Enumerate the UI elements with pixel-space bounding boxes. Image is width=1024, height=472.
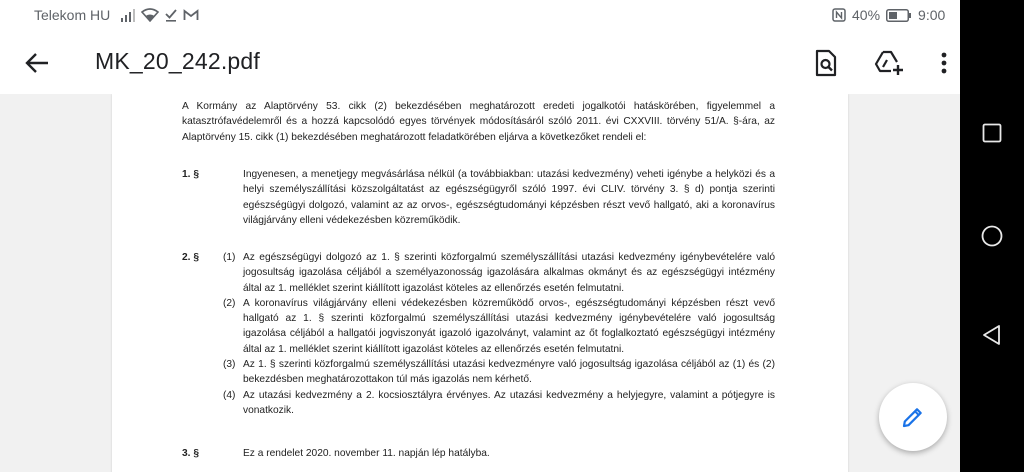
paragraph-text: Az utazási kedvezmény a 2. kocsiosztályra érvényes. Az utazási kedvezmény a helyjegyre, valamint a pótjegyre is vonatkozik. xyxy=(243,389,775,416)
section-number: 2. § xyxy=(182,252,199,263)
nfc-icon xyxy=(832,8,846,22)
section-paragraphs xyxy=(223,250,775,418)
more-vert-icon xyxy=(941,52,947,74)
status-left xyxy=(34,7,199,23)
recents-button[interactable] xyxy=(976,117,1008,149)
pdf-page xyxy=(112,94,848,472)
paragraph-number: (3) xyxy=(223,359,236,371)
status-right xyxy=(832,7,945,23)
paragraph-text: A koronavírus világjárvány elleni védekezésben közreműködő orvos-, egészségtudományi képzésben részt vevő hallgató az 1. § szerinti közforgalmú személyszállítási utazási kedvezmény igénybevételére való jogosultság igazolása céljából a hallgatói jogviszonyát igazoló igazolványt, valamint az őt foglalkoztató egészségügyi intézmény által az 1. melléklet szerint kiállított igazolást köteles az ellenőrzés esetén felmutatni. xyxy=(243,297,775,355)
status-icons xyxy=(120,8,199,22)
search-document-button[interactable] xyxy=(808,45,844,81)
download-done-icon xyxy=(164,8,178,22)
section-text: Ingyenesen, a menetjegy megvásárlása nélkül (a továbbiakban: utazási kedvezmény) veheti igénybe a helyközi és a helyi személyszállítási közszolgáltatást az egészségügyről szóló 1997. évi CLIV. törvény 3. § d) pontja szerinti egészségügyi dolgozó, valamint az az orvos-, egészségtudományi képzésben részt vevő hallgató, aki a koronavírus világjárvány elleni védekezésben közreműködik. xyxy=(243,169,775,226)
paragraph-number: (4) xyxy=(223,389,236,401)
paragraph-2 xyxy=(223,296,775,357)
section-number: 1. § xyxy=(182,169,199,180)
system-back-button[interactable] xyxy=(976,319,1008,351)
status-bar xyxy=(0,0,960,32)
section-number: 3. § xyxy=(182,448,199,459)
app-toolbar xyxy=(0,32,960,94)
paragraph-number: (2) xyxy=(223,297,236,309)
paragraph-number: (1) xyxy=(223,252,236,263)
document-viewport[interactable] xyxy=(0,94,960,472)
more-options-button[interactable] xyxy=(926,45,962,81)
paragraph-text: Az 1. § szerinti közforgalmú személyszállítási utazási kedvezményre való jogosultság igazolása céljából az (1) és (2) bekezdésben meghatározottakon túl más igazolás nem kérhető. xyxy=(243,359,775,386)
search-document-icon xyxy=(814,49,838,77)
battery-icon xyxy=(886,9,912,22)
gmail-icon xyxy=(183,8,199,22)
recents-square-icon xyxy=(982,123,1002,143)
section-text: Ez a rendelet 2020. november 11. napján lép hatályba. xyxy=(243,448,490,459)
signal-icon xyxy=(120,8,136,22)
paragraph-1 xyxy=(223,250,775,296)
battery-percent: 40% xyxy=(852,7,881,23)
paragraph-text: Az egészségügyi dolgozó az 1. § szerinti közforgalmú személyszállítási utazási kedvezmény igénybevételére való jogosultság igazolása céljából a személyazonosság igazolására alkalmas okmányt és az egészségügyi intézmény által az 1. melléklet szerint kiállított igazolást köteles az ellenőrzés esetén felmutatni. xyxy=(243,252,775,294)
paragraph-3 xyxy=(223,357,775,388)
clock-time: 9:00 xyxy=(918,7,946,23)
document-title: MK_20_242.pdf xyxy=(95,48,261,74)
add-to-drive-button[interactable] xyxy=(871,45,907,81)
paragraph-4 xyxy=(223,388,775,419)
back-triangle-icon xyxy=(982,324,1002,346)
back-button[interactable] xyxy=(20,46,54,80)
wifi-icon xyxy=(141,8,159,22)
preamble-text: A Kormány az Alaptörvény 53. cikk (2) bekezdésében meghatározott eredeti jogalkotói hatáskörében, figyelemmel a katasztrófavédelemről és a hozzá kapcsolódó egyes törvények módosításáról szóló 2011. évi CXXVIII. törvény 51/A. §-ára, az Alaptörvény 15. cikk (1) bekezdésében meghatározott feladatkörében eljárva a következőket rendeli el: xyxy=(182,101,775,143)
home-circle-icon xyxy=(981,225,1003,247)
home-button[interactable] xyxy=(976,220,1008,252)
carrier-name: Telekom HU xyxy=(34,7,111,23)
arrow-back-icon xyxy=(24,52,50,74)
edit-fab-button[interactable] xyxy=(879,383,947,451)
edit-pencil-icon xyxy=(901,405,925,429)
add-to-drive-icon xyxy=(874,50,904,76)
system-nav-bar xyxy=(960,0,1024,472)
